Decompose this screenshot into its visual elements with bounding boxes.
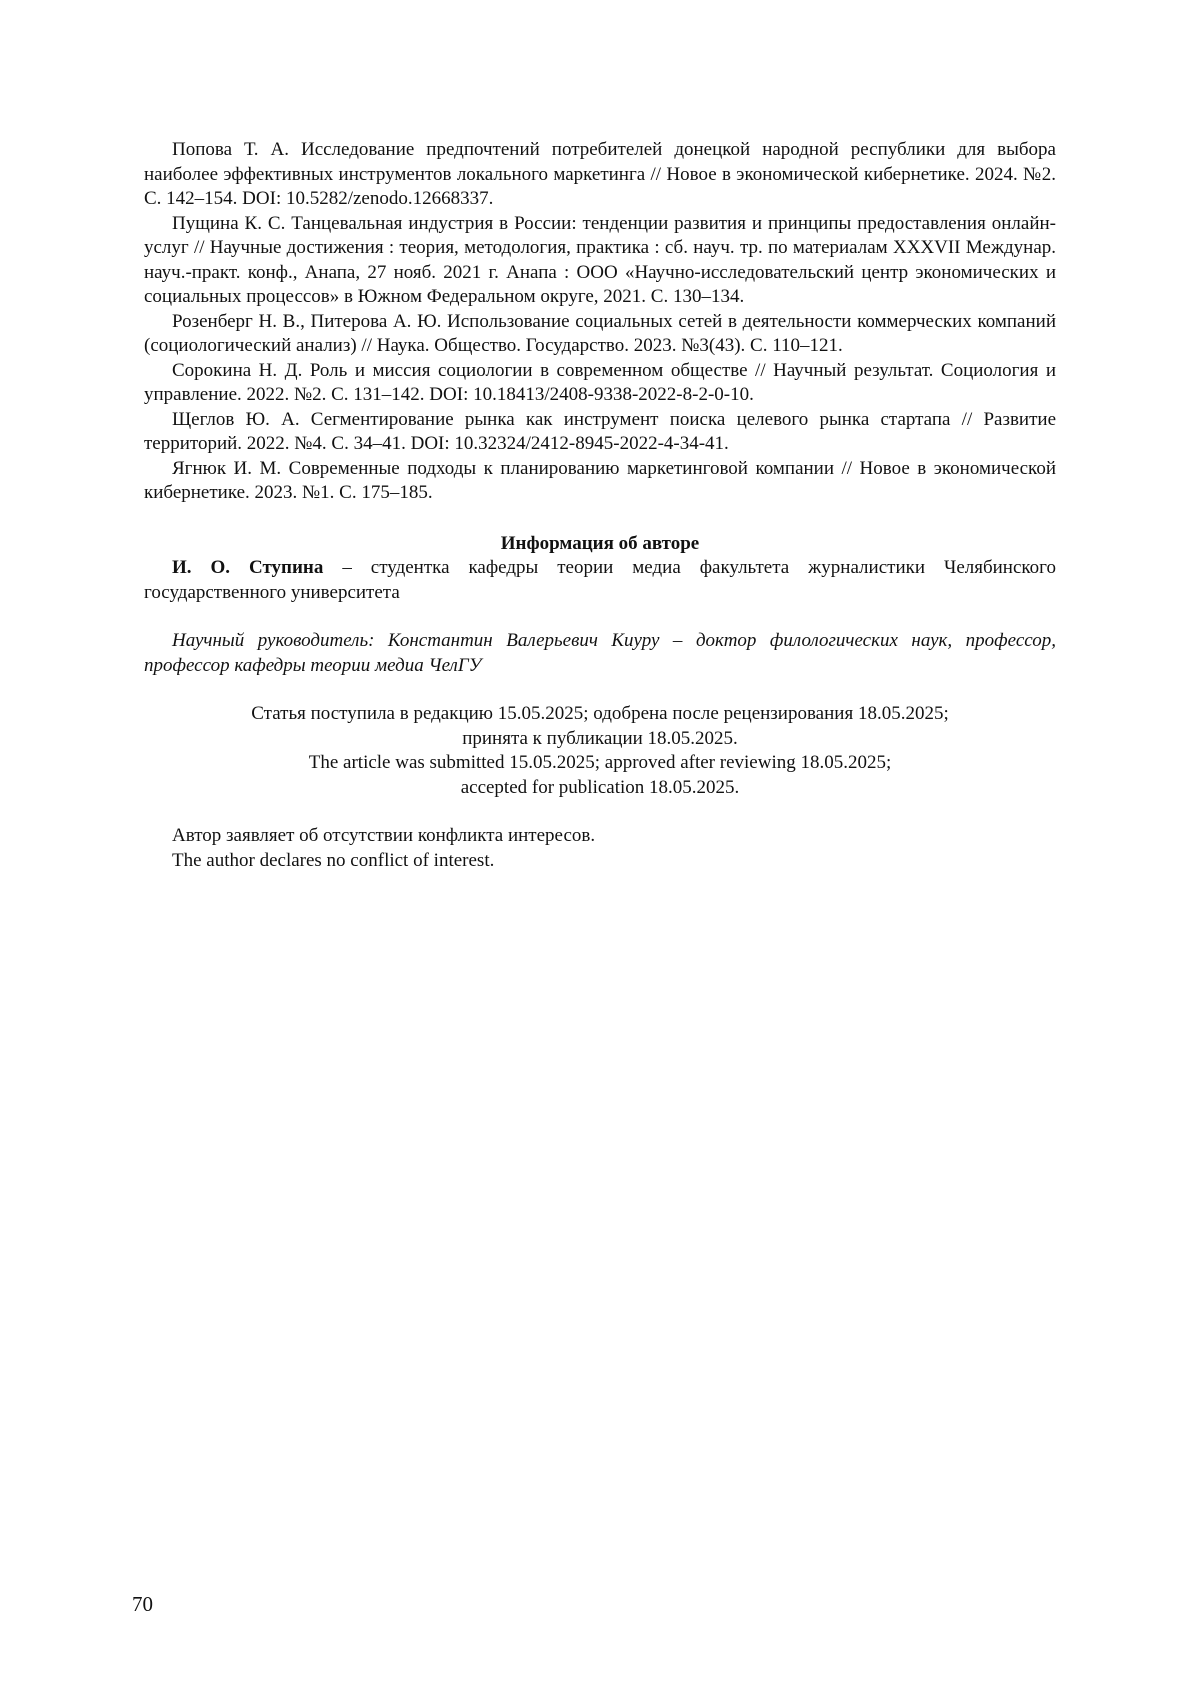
article-dates xyxy=(144,702,1056,800)
author-info xyxy=(144,556,1056,605)
author-description: – студентка кафедры теории медиа факультета журналистики Челябинского государственного университета xyxy=(144,557,1056,603)
conflict-ru: Автор заявляет об отсутствии конфликта интересов. xyxy=(172,825,596,846)
reference-item: Попова Т. А. Исследование предпочтений потребителей донецкой народной республики для выбора наиболее эффективных инструментов локального маркетинга // Новое в экономической кибернетике. 2024. №2. С. 142–154. DOI: 10.5282/zenodo.12668337. xyxy=(144,139,1056,209)
page-number: 70 xyxy=(132,1592,153,1616)
scientific-supervisor: Научный руководитель: Константин Валерьевич Киуру – доктор филологических наук, профессор, профессор кафедры теории медиа ЧелГУ xyxy=(144,630,1056,676)
conflict-en: The author declares no conflict of interest. xyxy=(172,849,495,871)
conflict-of-interest xyxy=(144,824,1056,873)
dates-en-line-2: accepted for publication 18.05.2025. xyxy=(460,776,740,798)
dates-en-line-1: The article was submitted 15.05.2025; approved after reviewing 18.05.2025; xyxy=(308,752,892,773)
dates-ru-line-1: Статья поступила в редакцию 15.05.2025; одобрена после рецензирования 18.05.2025; xyxy=(251,703,949,724)
reference-item: Розенберг Н. В., Питерова А. Ю. Использование социальных сетей в деятельности коммерческих компаний (социологический анализ) // Наука. Общество. Государство. 2023. №3(43). С. 110–121. xyxy=(144,310,1056,356)
author-info-heading: Информация об авторе xyxy=(500,532,700,554)
reference-list xyxy=(144,138,1056,506)
reference-item: Ягнюк И. М. Современные подходы к планированию маркетинговой компании // Новое в экономической кибернетике. 2023. №1. С. 175–185. xyxy=(144,457,1056,503)
reference-item: Пущина К. С. Танцевальная индустрия в России: тенденции развития и принципы предоставления онлайн-услуг // Научные достижения : теория, методология, практика : сб. науч. тр. по материалам XXXVII Междунар. науч.-практ. конф., Анапа, 27 нояб. 2021 г. Анапа : ООО «Научно-исследовательский центр экономических и социальных процессов» в Южном Федеральном округе, 2021. С. 130–134. xyxy=(144,212,1056,307)
reference-item: Щеглов Ю. А. Сегментирование рынка как инструмент поиска целевого рынка стартапа // Развитие территорий. 2022. №4. С. 34–41. DOI: 10.32324/2412-8945-2022-4-34-41. xyxy=(144,408,1056,454)
page-content xyxy=(144,138,1056,873)
reference-item: Сорокина Н. Д. Роль и миссия социологии в современном обществе // Научный результат. Социология и управление. 2022. №2. С. 131–142. DOI: 10.18413/2408-9338-2022-8-2-0-10. xyxy=(144,359,1056,405)
author-name: И. О. Ступина xyxy=(172,557,324,578)
dates-ru-line-2: принята к публикации 18.05.2025. xyxy=(462,727,738,749)
